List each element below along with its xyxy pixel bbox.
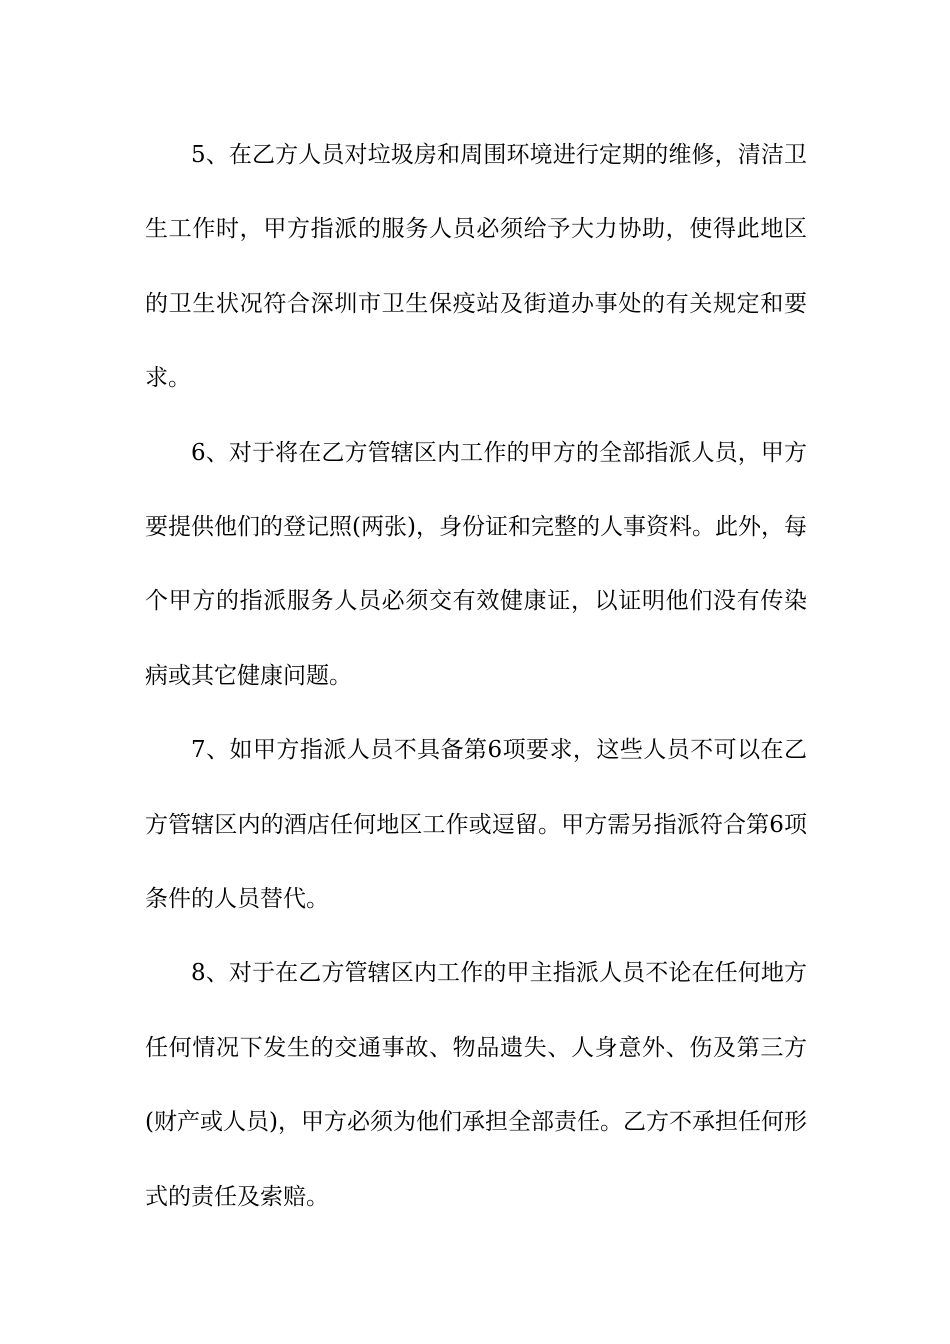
document-body bbox=[145, 118, 807, 1234]
paragraph-clause-8: 8、对于在乙方管辖区内工作的甲主指派人员不论在任何地方任何情况下发生的交通事故、物品遗失、人身意外、伤及第三方(财产或人员)，甲方必须为他们承担全部责任。乙方不承担任何形式的责任及索赔。 bbox=[145, 960, 807, 1210]
paragraph-clause-7: 7、如甲方指派人员不具备第6项要求，这些人员不可以在乙方管辖区内的酒店任何地区工作或逗留。甲方需另指派符合第6项条件的人员替代。 bbox=[145, 737, 807, 913]
paragraph-clause-5: 5、在乙方人员对垃圾房和周围环境进行定期的维修，清洁卫生工作时，甲方指派的服务人员必须给予大力协助，使得此地区的卫生状况符合深圳市卫生保疫站及街道办事处的有关规定和要求。 bbox=[145, 142, 807, 392]
paragraph-clause-6: 6、对于将在乙方管辖区内工作的甲方的全部指派人员，甲方要提供他们的登记照(两张)，身份证和完整的人事资料。此外，每个甲方的指派服务人员必须交有效健康证，以证明他们没有传染病或其它健康问题。 bbox=[145, 439, 807, 689]
